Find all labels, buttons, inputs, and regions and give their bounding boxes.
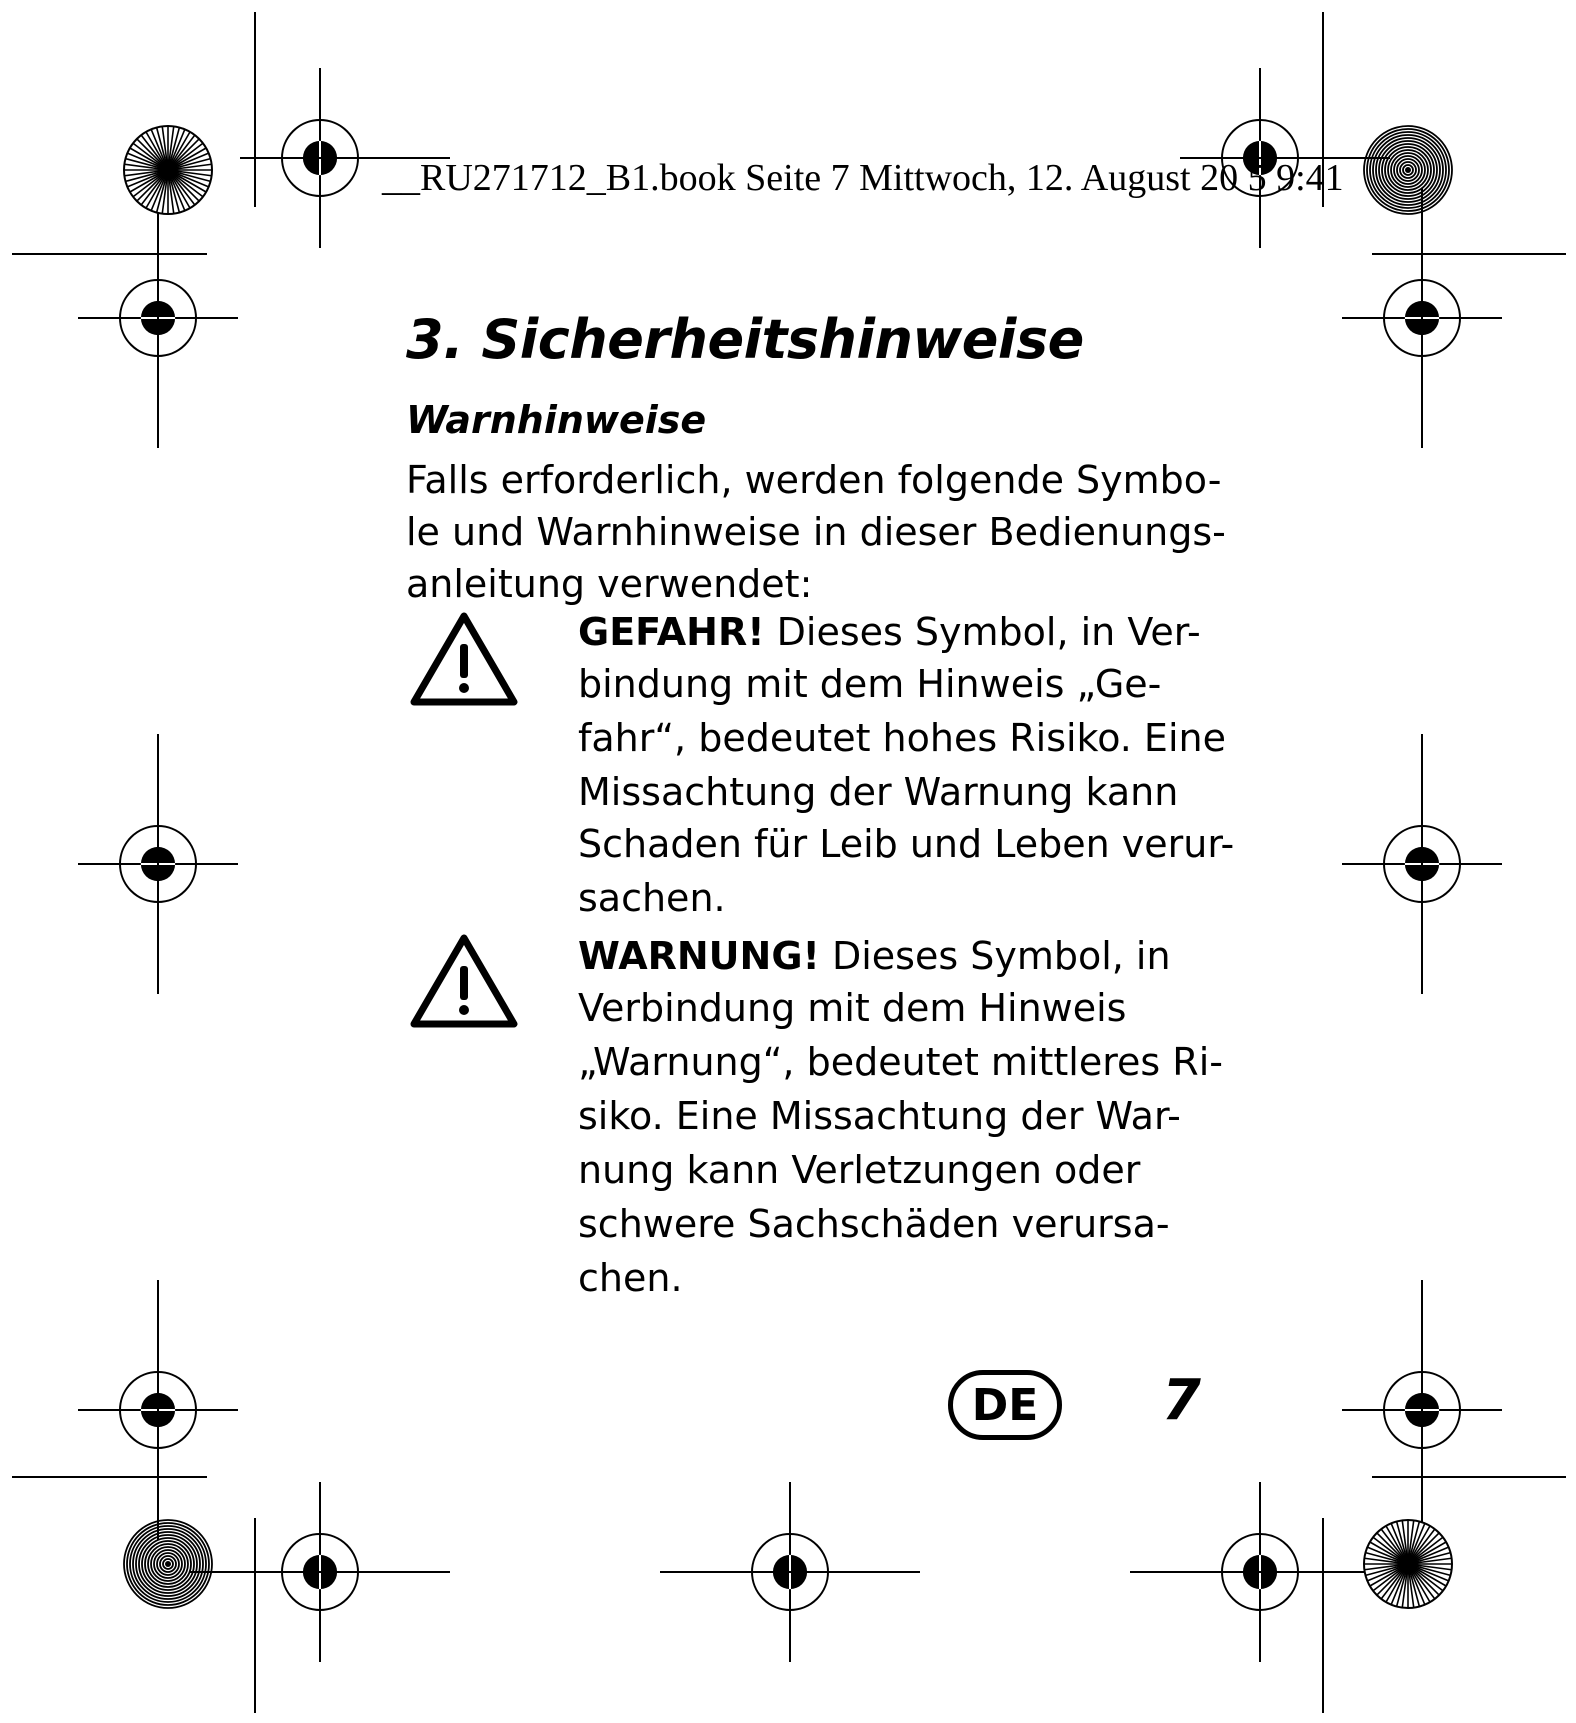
- warning-keyword: GEFAHR!: [578, 610, 765, 654]
- section-title: 3. Sicherheitshinweise: [406, 308, 1084, 371]
- intro-line: anleitung verwendet:: [406, 562, 813, 606]
- warning-text: „Warnung“, bedeutet mittleres Ri-: [578, 1040, 1223, 1084]
- intro-line: Falls erforderlich, werden folgende Symbo-: [406, 458, 1222, 502]
- warning-gefahr-line: [578, 606, 1201, 658]
- warning-text: Schaden für Leib und Leben verur-: [578, 822, 1235, 866]
- section-subtitle: Warnhinweise: [406, 398, 707, 442]
- starburst-mark-icon: [122, 124, 214, 216]
- warning-triangle-icon: [408, 610, 520, 710]
- warning-text: Missachtung der Warnung kann: [578, 770, 1179, 814]
- warning-text: schwere Sachschäden verursa-: [578, 1202, 1170, 1246]
- warning-text: Dieses Symbol, in Ver-: [764, 610, 1201, 654]
- warning-text: sachen.: [578, 876, 726, 920]
- warning-text: Dieses Symbol, in: [819, 934, 1171, 978]
- language-badge: DE: [948, 1370, 1062, 1440]
- warning-text: bindung mit dem Hinweis „Ge-: [578, 662, 1162, 706]
- warning-text: siko. Eine Missachtung der War-: [578, 1094, 1181, 1138]
- warning-text: fahr“, bedeutet hohes Risiko. Eine: [578, 716, 1226, 760]
- intro-line: le und Warnhinweise in dieser Bedienungs-: [406, 510, 1226, 554]
- warning-text: Verbindung mit dem Hinweis: [578, 986, 1127, 1030]
- warning-text: chen.: [578, 1256, 683, 1300]
- warning-keyword: WARNUNG!: [578, 934, 820, 978]
- starburst-mark-icon: [1362, 1518, 1454, 1610]
- concentric-mark-icon: [122, 1518, 214, 1610]
- warning-text: nung kann Verletzungen oder: [578, 1148, 1141, 1192]
- warning-triangle-icon: [408, 932, 520, 1032]
- print-slug-line: __RU271712_B1.book Seite 7 Mittwoch, 12. August 20 5 9:41: [382, 157, 1344, 199]
- page-number: 7: [1162, 1368, 1201, 1433]
- warning-warnung-line: [578, 930, 1171, 982]
- concentric-mark-icon: [1362, 124, 1454, 216]
